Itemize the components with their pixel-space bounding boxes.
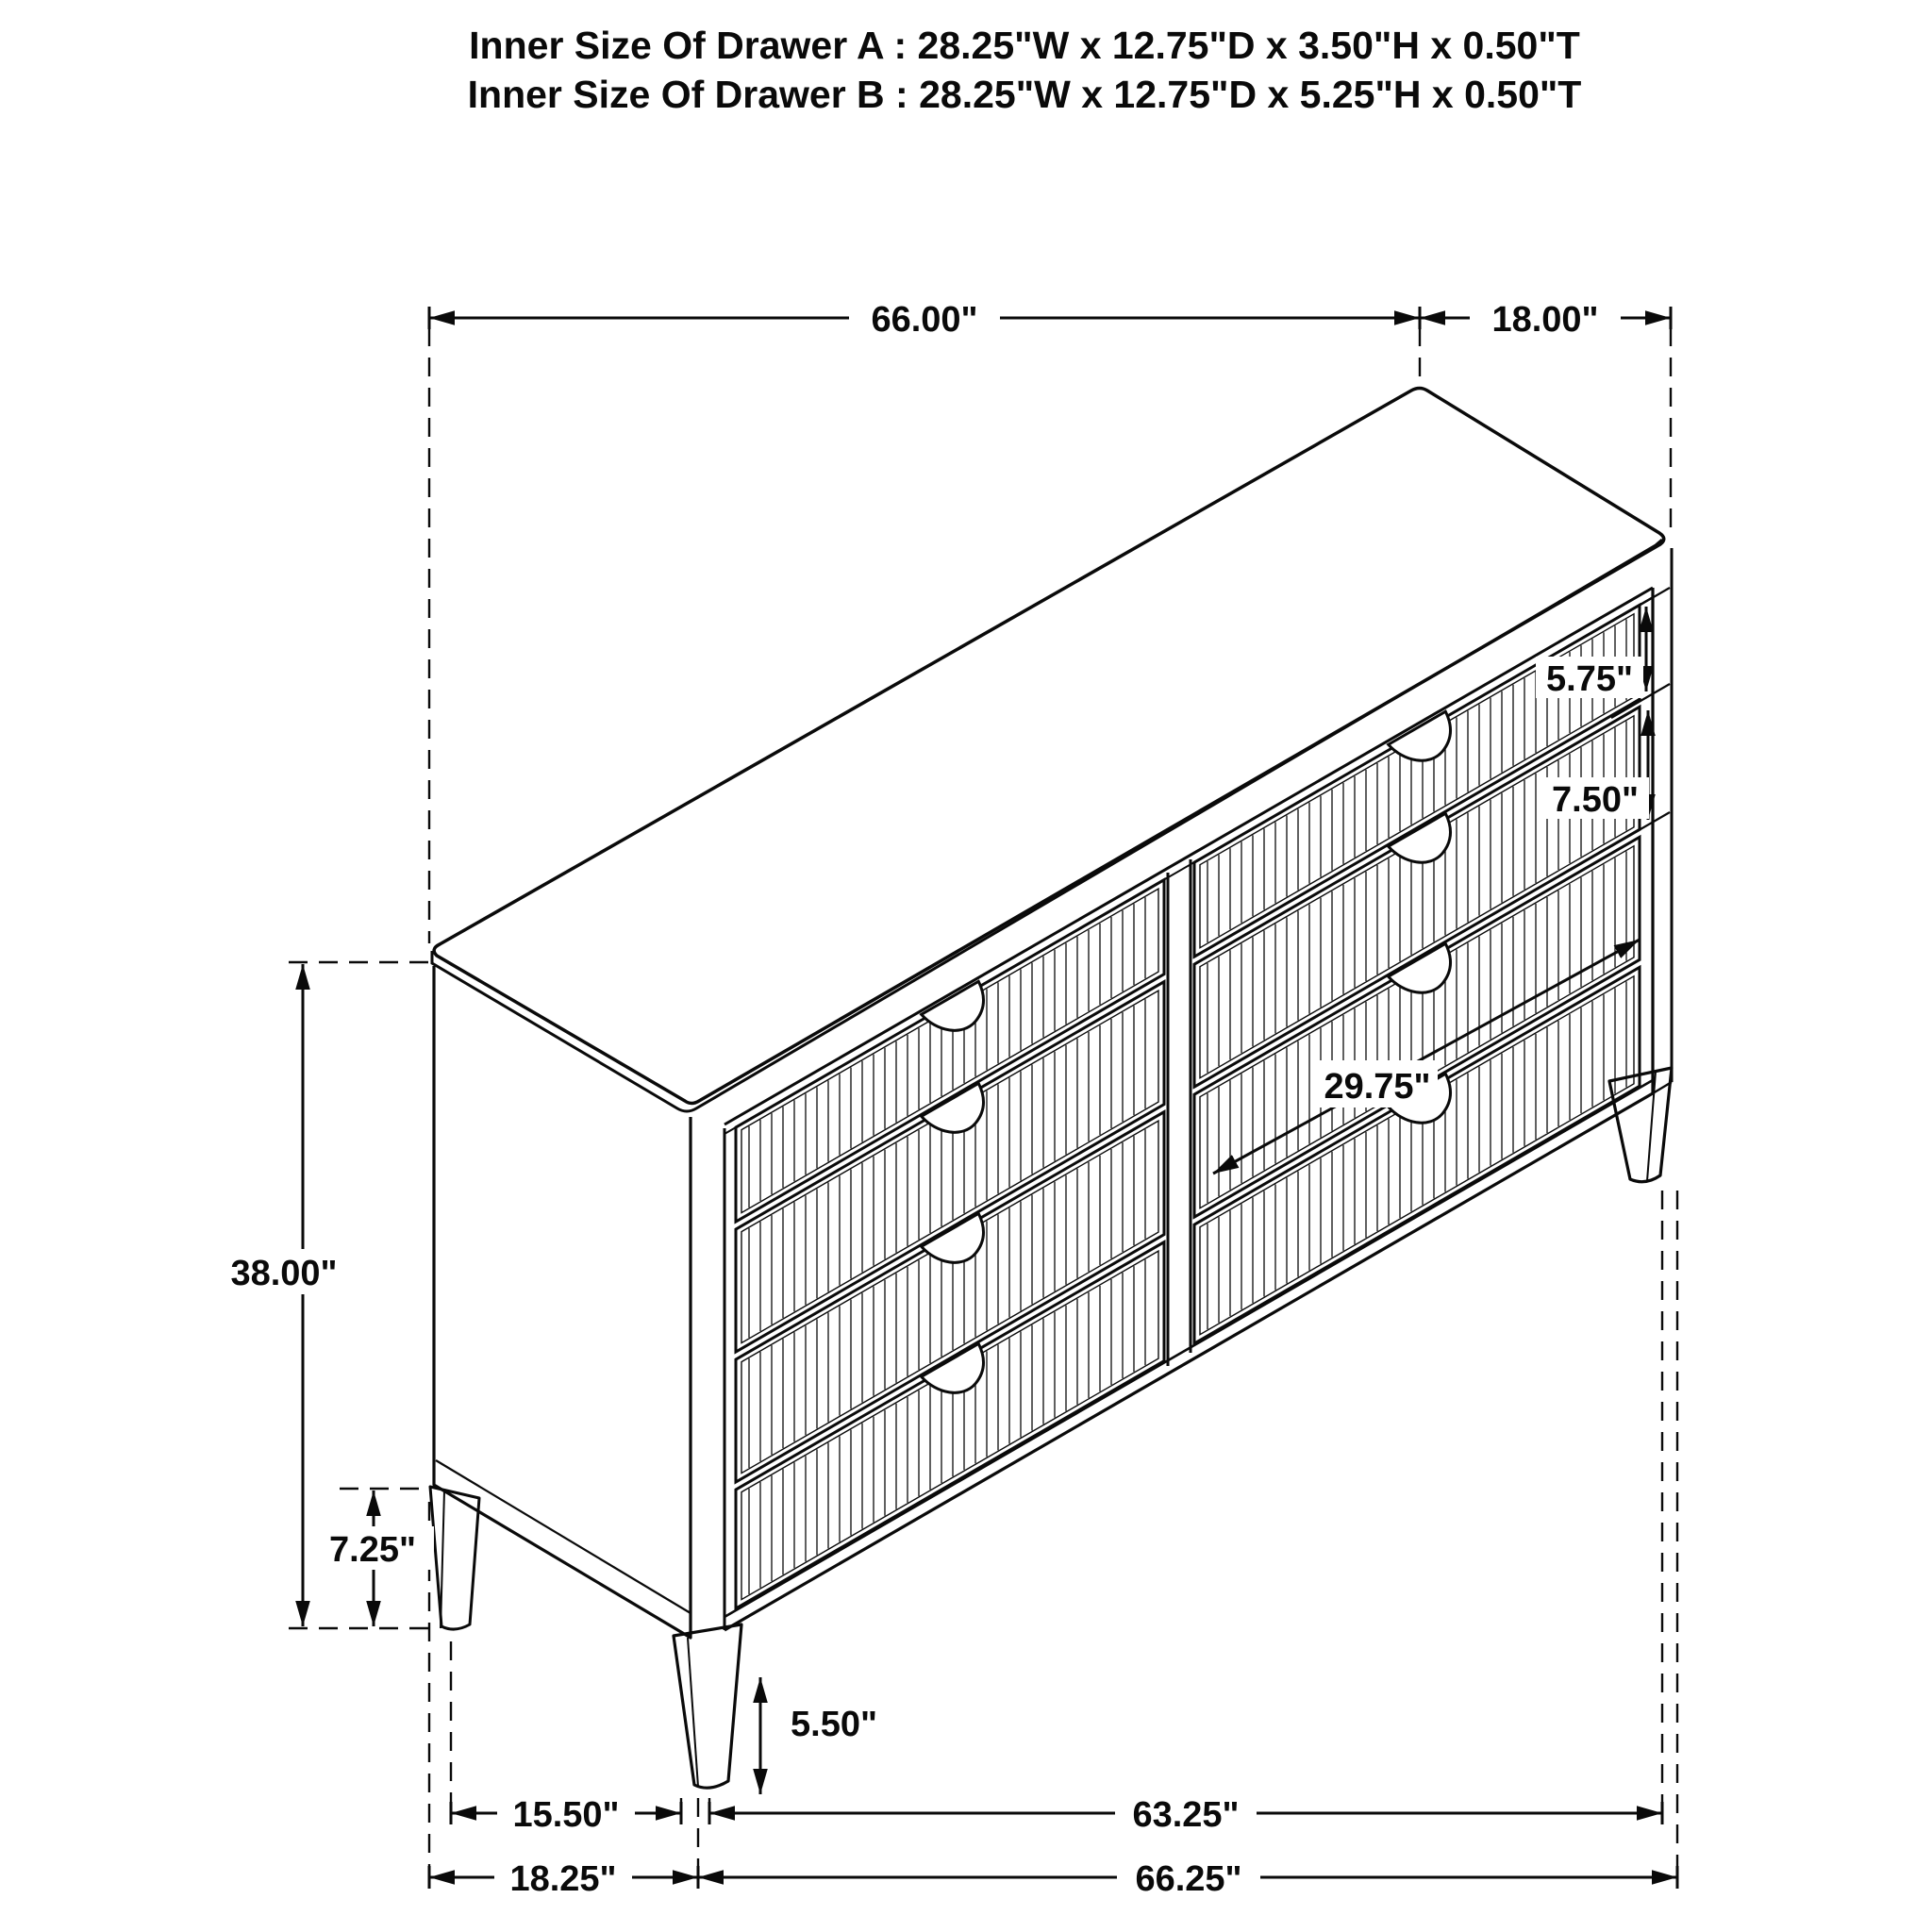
drawer-front-inner (1200, 716, 1634, 1078)
dimension-label: 5.50" (791, 1705, 877, 1744)
drawer-front-inner (741, 1121, 1158, 1473)
dimension-overall-width (698, 1857, 1677, 1899)
dimension-label: 18.25" (509, 1859, 617, 1899)
title-drawer-a: Inner Size Of Drawer A : 28.25"W x 12.75"D x 3.50"H x 0.50"T (469, 24, 1580, 67)
dimension-label: 5.75" (1546, 659, 1633, 699)
front-bottom-edge (724, 1093, 1653, 1630)
dimension-label: 66.25" (1135, 1859, 1242, 1899)
dimension-label: 18.00" (1491, 300, 1599, 340)
dimension-base-clearance (311, 1491, 434, 1626)
drawer-front-inner (741, 1251, 1158, 1599)
dimension-leg-height (760, 1677, 877, 1794)
dimension-floor-front (709, 1792, 1662, 1835)
dimension-label: 63.25" (1132, 1795, 1240, 1835)
drawer-front (1194, 967, 1640, 1343)
dimension-label: 7.25" (329, 1530, 416, 1570)
drawer-front-inner (1200, 846, 1634, 1208)
drawer-front (1194, 707, 1640, 1087)
leg-front-left (674, 1624, 741, 1788)
dimension-label: 15.50" (512, 1795, 620, 1835)
dimension-label: 66.00" (871, 300, 978, 340)
dimension-label: 29.75" (1324, 1067, 1431, 1107)
drawer-front-inner (741, 889, 1158, 1212)
drawer-front (1194, 837, 1640, 1217)
dimension-label: 7.50" (1552, 780, 1639, 820)
dimension-label: 38.00" (230, 1254, 338, 1293)
dimension-top-depth (1420, 297, 1671, 340)
drawer-front-inner (741, 991, 1158, 1342)
drawer-fronts (736, 605, 1640, 1608)
leg-edge (441, 1491, 444, 1628)
drawer-front-inner (1200, 976, 1634, 1335)
drawer-pull (922, 981, 996, 1044)
side-apron-line (436, 1460, 691, 1613)
title-drawer-b: Inner Size Of Drawer B : 28.25"W x 12.75"D x 5.25"H x 0.50"T (467, 73, 1582, 116)
dresser-drawing (430, 389, 1672, 1789)
dimension-top-width (429, 297, 1420, 340)
dimension-floor-side (451, 1792, 681, 1835)
dimension-drawer-b-height (1541, 710, 1670, 846)
dresser-top-edge (432, 540, 1662, 1111)
dimension-overall-depth (429, 1857, 698, 1899)
